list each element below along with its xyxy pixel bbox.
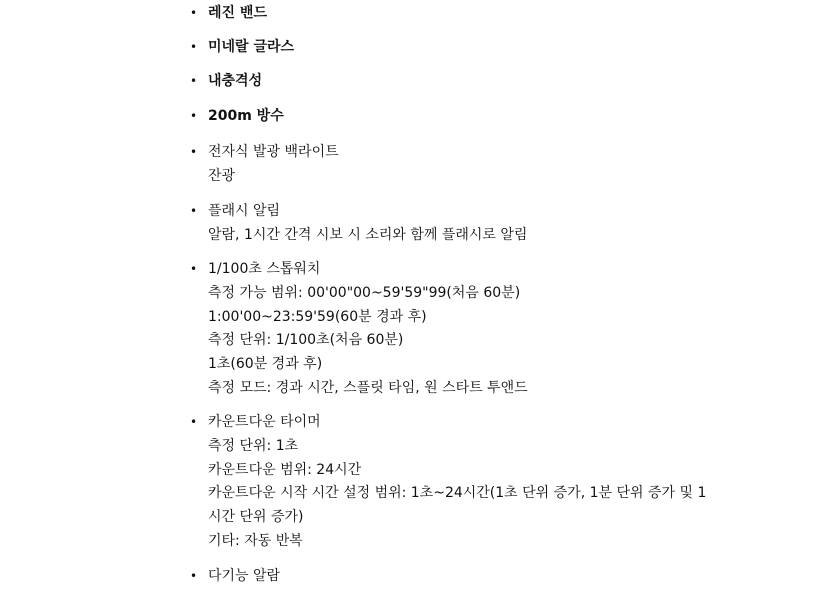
bullet: • <box>190 569 198 583</box>
feature-detail: 잔광 <box>208 167 236 184</box>
feature-title: 레진 밴드 <box>208 5 267 21</box>
feature-detail: 측정 단위: 1/100초(처음 60분) <box>208 332 404 349</box>
feature-detail: 시간 단위 증가) <box>208 509 304 526</box>
bullet: • <box>190 109 198 123</box>
bullet: • <box>190 415 198 429</box>
feature-detail: 측정 단위: 1초 <box>208 437 299 454</box>
bullet: • <box>190 74 198 88</box>
feature-title: 카운트다운 타이머 <box>208 414 321 430</box>
feature-title: 미네랄 글라스 <box>208 39 295 55</box>
feature-title: 내충격성 <box>208 73 263 89</box>
bullet: • <box>190 6 198 20</box>
feature-detail: 기타: 자동 반복 <box>208 533 303 549</box>
feature-detail: 카운트다운 범위: 24시간 <box>208 461 362 478</box>
feature-title: 플래시 알림 <box>208 203 281 219</box>
feature-detail: 측정 가능 범위: 00'00"00~59'59"99(처음 60분) <box>208 284 521 301</box>
feature-detail: 1초(60분 경과 후) <box>208 356 323 373</box>
feature-title: 다기능 알람 <box>208 568 281 584</box>
feature-title: 전자식 발광 백라이트 <box>208 144 339 160</box>
bullet: • <box>190 145 198 159</box>
feature-title: 1/100초 스톱워치 <box>208 261 321 277</box>
bullet: • <box>190 40 198 54</box>
feature-detail: 측정 모드: 경과 시간, 스플릿 타임, 원 스타트 투앤드 <box>208 380 528 396</box>
feature-detail: 알람, 1시간 간격 시보 시 소리와 함께 플래시로 알림 <box>208 226 528 243</box>
feature-detail: 카운트다운 시작 시간 설정 범위: 1초~24시간(1초 단위 증가, 1분 단위 증가 및 1 <box>208 485 707 502</box>
bullet: • <box>190 262 198 276</box>
feature-title: 200m 방수 <box>208 108 284 124</box>
feature-detail: 1:00'00~23:59'59(60분 경과 후) <box>208 308 427 325</box>
bullet: • <box>190 204 198 218</box>
